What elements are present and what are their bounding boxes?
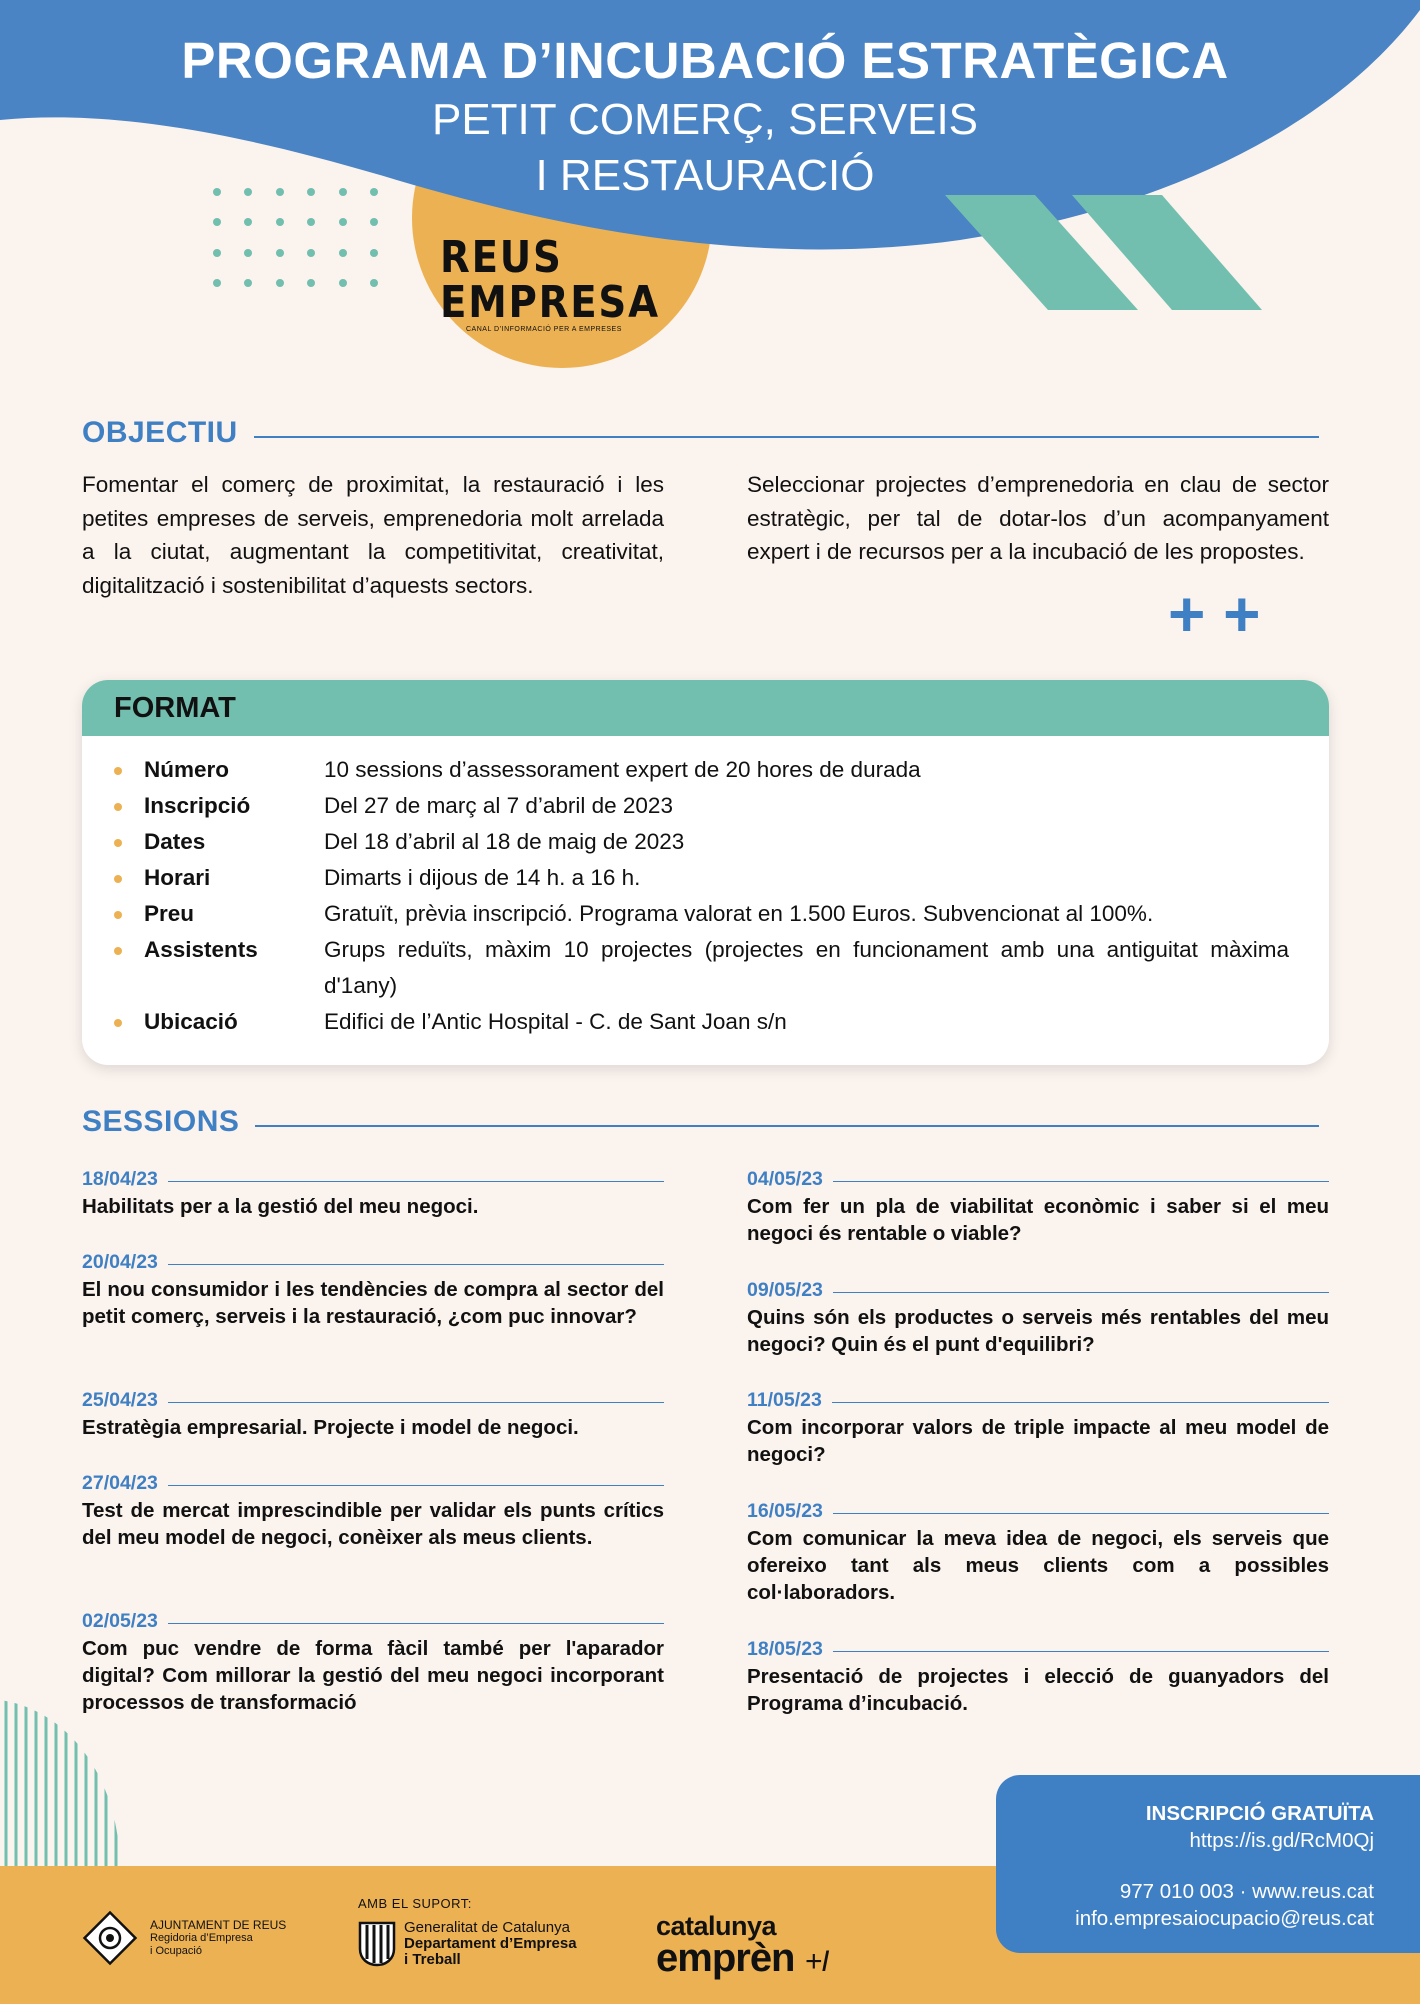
bullet-icon <box>114 932 144 1004</box>
sessions-heading <box>82 1105 1319 1139</box>
format-item-preu <box>114 896 1289 932</box>
bullet-icon <box>114 896 144 932</box>
format-key: Assistents <box>144 937 258 962</box>
format-item-inscripcio <box>114 788 1289 824</box>
format-value: Gratuït, prèvia inscripció. Programa valorat en 1.500 Euros. Subvencionat al 100%. <box>324 901 1154 926</box>
session-date: 25/04/23 <box>82 1389 158 1411</box>
session-date-rule <box>168 1181 664 1183</box>
teal-arc-decoration <box>0 1700 130 1870</box>
ajuntament-dept-line1: Regidoria d’Empresa <box>150 1931 253 1944</box>
format-value: Del 18 d’abril al 18 de maig de 2023 <box>324 829 685 854</box>
contact-link[interactable]: https://is.gd/RcM0Qj <box>1189 1829 1374 1852</box>
session-date-rule <box>168 1485 664 1487</box>
session-item <box>747 1168 1329 1247</box>
generalitat-dept-line2: i Treball <box>404 1951 461 1968</box>
objectiu-heading <box>82 416 1319 450</box>
catalunya-empren-extra: +I <box>804 1945 829 1978</box>
catalunya-empren-line1: catalunya <box>656 1911 777 1941</box>
session-date: 18/04/23 <box>82 1168 158 1190</box>
format-heading: FORMAT <box>114 691 236 724</box>
session-date-rule <box>168 1402 664 1404</box>
format-key: Preu <box>144 901 195 926</box>
support-label: AMB EL SUPORT: <box>358 1896 472 1911</box>
bullet-icon <box>114 788 144 824</box>
bullet-icon <box>114 752 144 788</box>
generalitat-name: Generalitat de Catalunya <box>404 1919 570 1936</box>
ajuntament-dept-line2: i Ocupació <box>150 1944 202 1957</box>
session-date-rule <box>833 1513 1329 1515</box>
objectiu-heading-label: OBJECTIU <box>82 416 238 449</box>
format-key: Dates <box>144 829 206 854</box>
session-title: Presentació de projectes i elecció de guanyadors del Programa d’incubació. <box>747 1665 1329 1715</box>
catalunya-empren-line2: emprèn <box>656 1936 795 1980</box>
session-date-rule <box>832 1402 1329 1404</box>
session-item <box>747 1279 1329 1358</box>
page-title: PROGRAMA D’INCUBACIÓ ESTRATÈGICA <box>181 32 1229 89</box>
ajuntament-name: AJUNTAMENT DE REUS <box>150 1917 287 1932</box>
format-key: Horari <box>144 865 211 890</box>
session-date: 16/05/23 <box>747 1500 823 1522</box>
format-value: Edifici de l’Antic Hospital - C. de Sant Joan s/n <box>324 1009 787 1034</box>
contact-email[interactable]: info.empresaiocupacio@reus.cat <box>1075 1907 1374 1930</box>
session-item <box>82 1251 664 1330</box>
generalitat-emblem-icon <box>358 1921 396 1967</box>
bullet-icon <box>114 860 144 896</box>
bullet-icon <box>114 1004 144 1040</box>
session-date: 09/05/23 <box>747 1279 823 1301</box>
bullet-icon <box>114 824 144 860</box>
session-item <box>82 1389 664 1441</box>
logo-tagline: CANAL D’INFORMACIÓ PER A EMPRESES <box>466 326 622 333</box>
objectiu-right-text: Seleccionar projectes d’emprenedoria en clau de sector estratègic, per tal de dotar-los d’un acompanyament expert i de recursos per a la incubació de les propostes. <box>747 472 1329 564</box>
page-subtitle-line1: PETIT COMERÇ, SERVEIS <box>431 95 979 144</box>
logo-line1: REUS <box>440 232 563 283</box>
session-date-rule <box>833 1651 1329 1653</box>
session-item <box>82 1168 664 1220</box>
session-item <box>747 1389 1329 1468</box>
format-key: Ubicació <box>144 1009 238 1034</box>
page-subtitle-line2: I RESTAURACIÓ <box>535 151 875 200</box>
ajuntament-logo <box>82 1910 286 1966</box>
session-date: 11/05/23 <box>747 1389 822 1411</box>
session-title: Com fer un pla de viabilitat econòmic i saber si el meu negoci és rentable o viable? <box>747 1195 1329 1245</box>
ajuntament-emblem-icon <box>82 1910 138 1966</box>
session-item <box>747 1638 1329 1717</box>
session-title: Estratègia empresarial. Projecte i model de negoci. <box>82 1416 579 1439</box>
session-title: Habilitats per a la gestió del meu negoci. <box>82 1195 479 1218</box>
session-title: Quins són els productes o serveis més rentables del meu negoci? Quin és el punt d'equilibri? <box>747 1306 1329 1356</box>
contact-box <box>996 1775 1420 1953</box>
format-item-horari <box>114 860 1289 896</box>
session-date: 02/05/23 <box>82 1610 158 1632</box>
session-date-rule <box>168 1623 664 1625</box>
generalitat-dept-line1: Departament d’Empresa <box>404 1935 577 1952</box>
session-date: 27/04/23 <box>82 1472 158 1494</box>
header-title-block <box>0 30 1410 204</box>
format-header <box>82 680 1329 736</box>
session-title: Test de mercat imprescindible per validar els punts crítics del meu model de negoci, conèixer als meus clients. <box>82 1499 664 1549</box>
session-date: 20/04/23 <box>82 1251 158 1273</box>
format-key: Inscripció <box>144 793 251 818</box>
plus-icon: + + <box>1168 578 1261 650</box>
session-date-rule <box>168 1264 664 1266</box>
session-title: El nou consumidor i les tendències de compra al sector del petit comerç, serveis i la restauració, ¿com puc innovar? <box>82 1278 664 1328</box>
reus-empresa-logo <box>440 232 660 333</box>
format-item-assistents <box>114 932 1289 1004</box>
format-value: Dimarts i dijous de 14 h. a 16 h. <box>324 865 641 890</box>
format-item-ubicacio <box>114 1004 1289 1040</box>
session-date: 18/05/23 <box>747 1638 823 1660</box>
objectiu-heading-rule <box>254 436 1319 438</box>
sessions-heading-label: SESSIONS <box>82 1105 240 1138</box>
session-item <box>82 1472 664 1551</box>
session-title: Com incorporar valors de triple impacte al meu model de negoci? <box>747 1416 1329 1466</box>
format-value: Grups reduïts, màxim 10 projectes (projectes en funcionament amb una antiguitat màxima d'1any) <box>324 937 1289 998</box>
format-value: 10 sessions d’assessorament expert de 20 hores de durada <box>324 757 921 782</box>
session-date-rule <box>833 1292 1329 1294</box>
sessions-heading-rule <box>255 1125 1319 1127</box>
catalunya-empren-logo <box>656 1911 829 1982</box>
format-list <box>82 736 1329 1040</box>
session-date-rule <box>833 1181 1329 1183</box>
format-item-dates <box>114 824 1289 860</box>
contact-title: INSCRIPCIÓ GRATUÏTA <box>1145 1802 1374 1825</box>
session-date: 04/05/23 <box>747 1168 823 1190</box>
format-value: Del 27 de març al 7 d’abril de 2023 <box>324 793 673 818</box>
logo-line2: EMPRESA <box>440 277 660 328</box>
format-card <box>82 680 1329 1065</box>
session-title: Com comunicar la meva idea de negoci, els serveis que ofereixo tant als meus clients com a possibles col·laboradors. <box>747 1527 1329 1604</box>
contact-phone-web[interactable]: 977 010 003 · www.reus.cat <box>1119 1880 1374 1903</box>
session-item <box>747 1500 1329 1606</box>
format-item-numero <box>114 752 1289 788</box>
format-key: Número <box>144 757 230 782</box>
objectiu-left-text: Fomentar el comerç de proximitat, la restauració i les petites empreses de serveis, emprenedoria molt arrelada a la ciutat, augmentant la competitivitat, creativitat, digitalització i sostenibilitat d’aquests sectors. <box>82 472 664 598</box>
session-title: Com puc vendre de forma fàcil també per l'aparador digital? Com millorar la gestió del meu negoci incorporant processos de transformació <box>82 1637 664 1714</box>
generalitat-logo <box>358 1920 577 1968</box>
session-item <box>82 1610 664 1716</box>
